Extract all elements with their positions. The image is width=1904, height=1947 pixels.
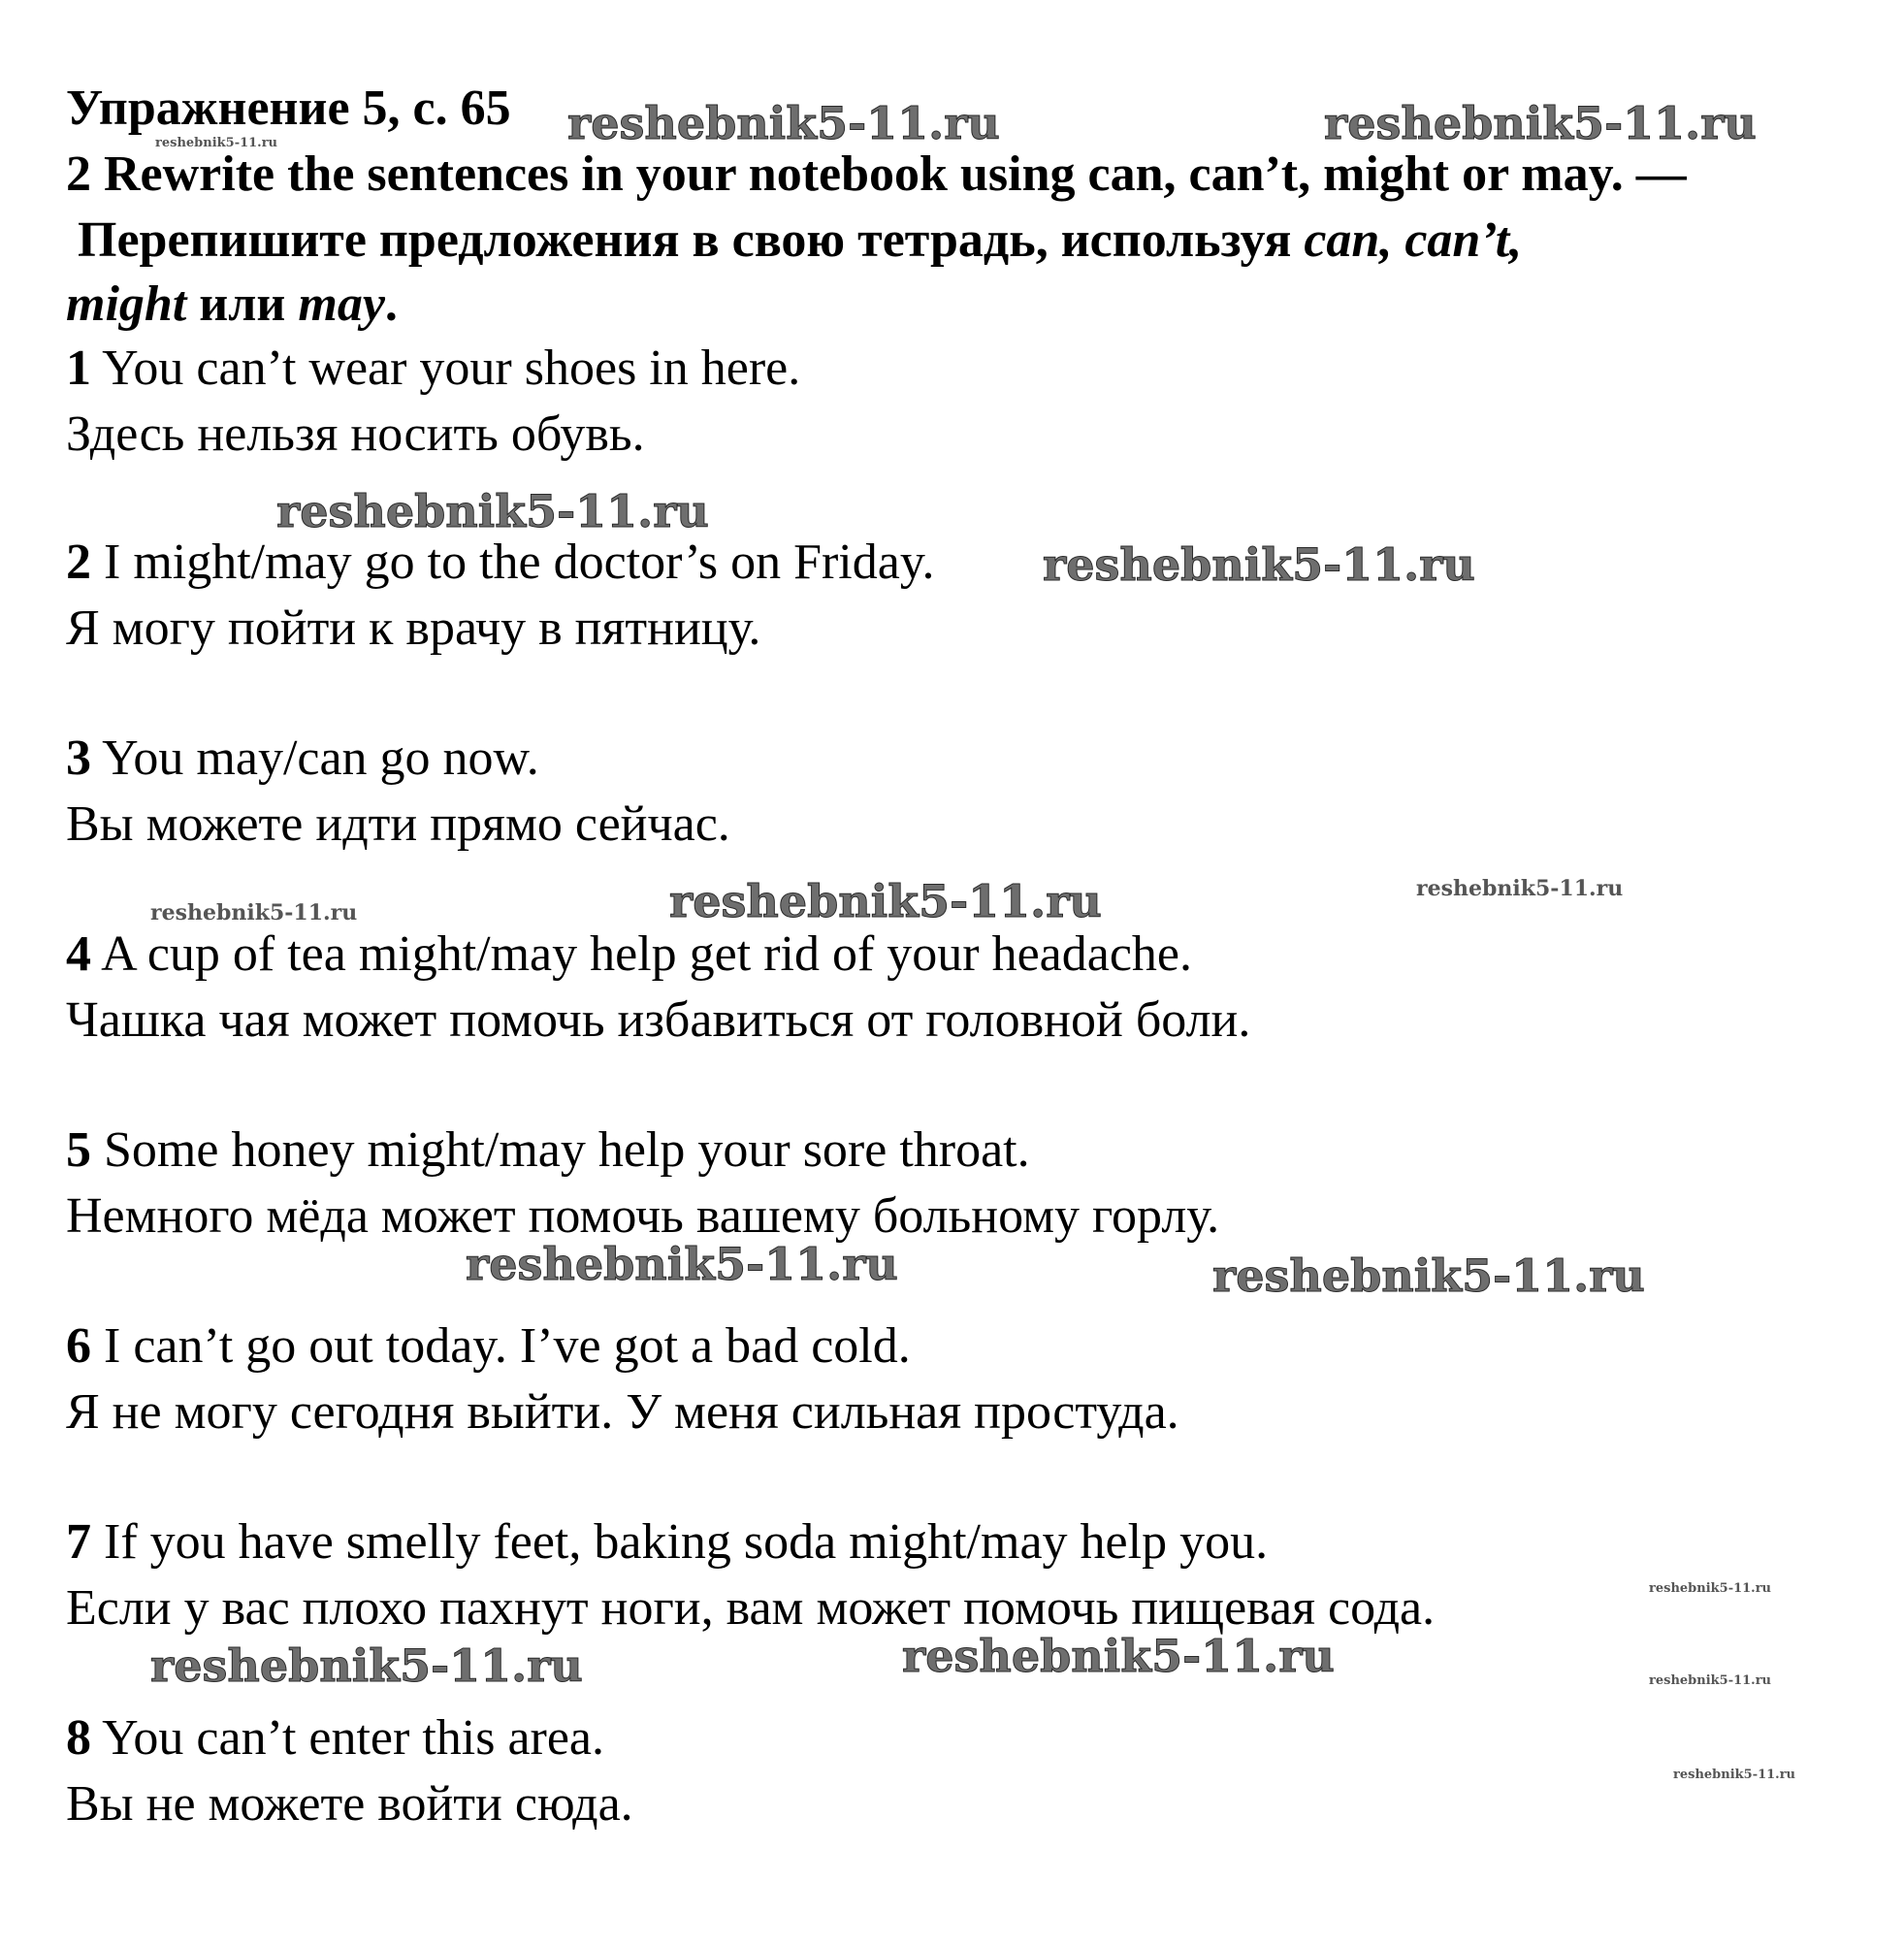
sentence-8-en: 8 You can’t enter this area.: [66, 1710, 605, 1766]
sentence-4-ru: Чашка чая может помочь избавиться от головной боли.: [66, 992, 1251, 1048]
sentence-4-en: 4 A cup of tea might/may help get rid of your headache.: [66, 926, 1192, 982]
task-instruction-en: 2 Rewrite the sentences in your notebook using can, can’t, might or may. —: [66, 146, 1687, 202]
sentence-3-en: 3 You may/can go now.: [66, 730, 539, 786]
sentence-6-ru: Я не могу сегодня выйти. У меня сильная простуда.: [66, 1384, 1179, 1440]
sentence-7-en: 7 If you have smelly feet, baking soda might/may help you.: [66, 1514, 1269, 1570]
watermark: reshebnik5-11.ru: [276, 485, 709, 537]
watermark: reshebnik5-11.ru: [1673, 1768, 1796, 1782]
sentence-2-ru: Я могу пойти к врачу в пятницу.: [66, 600, 761, 656]
watermark: reshebnik5-11.ru: [1416, 876, 1624, 901]
watermark: reshebnik5-11.ru: [1212, 1249, 1645, 1302]
sentence-5-ru: Немного мёда может помочь вашему больному горлу.: [66, 1188, 1220, 1244]
sentence-6-en: 6 I can’t go out today. I’ve got a bad cold.: [66, 1318, 911, 1374]
task-instruction-ru: Перепишите предложения в свою тетрадь, используя can, can’t,: [78, 212, 1523, 268]
sentence-7-ru: Если у вас плохо пахнут ноги, вам может помочь пищевая сода.: [66, 1580, 1436, 1636]
watermark: reshebnik5-11.ru: [669, 875, 1102, 927]
task-instruction-ru-cont: might или may.: [66, 276, 398, 332]
watermark: reshebnik5-11.ru: [155, 136, 278, 150]
sentence-8-ru: Вы не можете войти сюда.: [66, 1776, 633, 1832]
watermark: reshebnik5-11.ru: [466, 1238, 898, 1290]
watermark: reshebnik5-11.ru: [1649, 1673, 1772, 1688]
exercise-title: Упражнение 5, с. 65: [66, 81, 511, 136]
watermark: reshebnik5-11.ru: [150, 1639, 583, 1692]
watermark: reshebnik5-11.ru: [567, 97, 1000, 149]
watermark: reshebnik5-11.ru: [902, 1630, 1335, 1682]
sentence-5-en: 5 Some honey might/may help your sore throat.: [66, 1122, 1030, 1178]
sentence-1-ru: Здесь нельзя носить обувь.: [66, 406, 645, 462]
watermark: reshebnik5-11.ru: [1649, 1581, 1772, 1596]
sentence-1-en: 1 You can’t wear your shoes in here.: [66, 341, 801, 396]
watermark: reshebnik5-11.ru: [1324, 97, 1757, 149]
sentence-3-ru: Вы можете идти прямо сейчас.: [66, 796, 730, 852]
watermark: reshebnik5-11.ru: [1043, 538, 1475, 591]
watermark: reshebnik5-11.ru: [150, 900, 358, 925]
sentence-2-en: 2 I might/may go to the doctor’s on Friday.: [66, 535, 935, 590]
